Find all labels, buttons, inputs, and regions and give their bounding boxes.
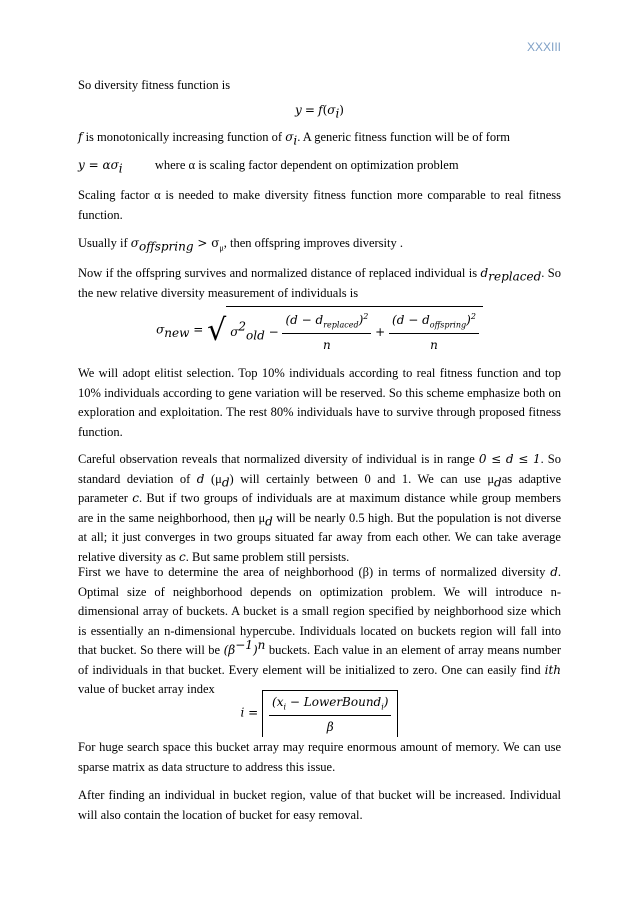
eq4-fraction (269, 693, 391, 737)
paragraph-intro: So diversity fitness function is (78, 78, 231, 92)
eq3-fraction-replaced (282, 311, 371, 355)
paragraph-offspring-survives (78, 264, 561, 303)
eq3-sigma-old: σ (230, 324, 239, 339)
eq4-num-mid: − LowerBound (286, 695, 382, 709)
p8-beta: (β (223, 643, 236, 657)
eq1-y: y (295, 103, 302, 117)
p7-sub-d3: d (265, 514, 273, 528)
equation-generic-fitness (78, 156, 561, 176)
paragraph-sparse-matrix: For huge search space this bucket array may require enormous amount of memory. We can use sparse matrix as data structure to address this issue. (78, 740, 561, 774)
p2-sub-i: i (293, 133, 298, 148)
eq4-equals: = (244, 705, 263, 720)
eq4-lhs: i (240, 705, 245, 720)
eq1-rparen: ) (339, 103, 344, 117)
eq4-den: β (326, 719, 334, 734)
p2-text2: . A generic fitness function will be of form (297, 130, 511, 144)
sqrt-sign-icon: √ (207, 312, 227, 348)
page-number: XXXIII (526, 40, 561, 54)
paragraph-neighborhood (78, 563, 561, 700)
p5-sub-replaced: replaced (488, 269, 542, 284)
eq1-sigma: σ (327, 103, 336, 117)
p8-beta-close: ) (252, 643, 258, 657)
p4-text1: Usually if (78, 236, 131, 250)
p7-text3: (μ (204, 471, 222, 486)
eq4-num-sub2: i (381, 702, 384, 712)
eq3-num1-sq: 2 (363, 312, 369, 321)
p2-text1: is monotonically increasing function of (82, 130, 286, 144)
eq3-num2-end: ) (466, 313, 471, 327)
p8-n-sup: n (257, 637, 266, 652)
p5-text1: Now if the offspring survives and normalized distance of replaced individual is (78, 266, 481, 280)
eq3-num1-sub: replaced (323, 320, 359, 330)
p4-sub-offspring: offspring (138, 239, 194, 254)
eq3-lhs-sub: new (164, 325, 190, 340)
paragraph-elitist-selection: We will adopt elitist selection. Top 10% individuals according to real fitness function and top 10% individuals according to gene variation will be reserved. So this scheme emphasize both on exploration and exploitation. The rest 80% individuals have to survive through proposed fitness function. (78, 366, 561, 439)
p8-beta-sup: −1 (235, 637, 253, 652)
eq1-lparen: ( (322, 103, 328, 117)
p7-text4: ) will certainly between 0 and 1. We can use μ (229, 471, 495, 486)
paragraph-usually (78, 234, 561, 254)
eq2-lhs: y = ασ (78, 158, 119, 172)
eq3-num2-sq: 2 (470, 312, 476, 321)
eq1-sub-i: i (335, 106, 340, 121)
eq3-sup-2: 2 (238, 319, 247, 334)
p7-text7: will be nearly 0.5 high. But the population is not diverse at all; it just converges in two groups situated far away from each other. We can take average relative diversity as (78, 510, 562, 564)
eq3-plus: + (371, 324, 390, 339)
p7-text6: . But if two groups of individuals are at maximum distance while group members are in the same neighborhood, then μ (78, 491, 561, 525)
eq4-num-sub: i (283, 702, 287, 712)
p5-d: d (480, 266, 489, 280)
eq1-equals: = (304, 103, 315, 117)
paragraph-monotonic (78, 128, 561, 148)
p7-d: d (196, 471, 205, 486)
p2-f: f (78, 130, 83, 144)
eq3-num2-sub: offspring (429, 320, 467, 330)
eq3-lhs: σ (156, 322, 165, 337)
p8-text1: First we have to determine the area of neighborhood (β) in terms of normalized diversity (78, 565, 551, 579)
p8-text2: . Optimal size of neighborhood depends on optimization problem. We will introduce n-dimensional array of buckets. A bucket is a small region specified by neighborhood size which is essentially an n-dimensional hypercube. Individuals located on buckets region will fall into that bucket. So there will be (78, 565, 561, 657)
eq2-sub-i: i (118, 161, 123, 176)
p4-sigma: σ (130, 236, 139, 250)
eq3-num1-end: ) (358, 313, 364, 327)
eq3-num1: (d − d (285, 313, 324, 327)
eq4-num-end: ) (383, 695, 389, 709)
eq4-ceiling-brackets (262, 690, 398, 737)
paragraph-bucket-location: After finding an individual in bucket region, value of that bucket will be increased. Individual will also contain the location of bucket for easy removal. (78, 788, 561, 822)
p7-text2: . So standard deviation of (78, 452, 561, 486)
equation-diversity-function (78, 101, 561, 121)
p4-text2: , then offspring improves diversity . (223, 236, 403, 250)
p7-c: c (132, 491, 139, 505)
p7-text5: as adaptive parameter (78, 471, 561, 505)
p4-sub-mu: μ (219, 243, 224, 253)
eq4-num: (x (272, 695, 284, 709)
p7-c2: c (179, 549, 186, 564)
eq3-radicand (226, 306, 483, 355)
p7-range: 0 ≤ d ≤ 1 (478, 452, 541, 466)
eq3-fraction-offspring (389, 311, 479, 355)
eq3-sqrt (207, 306, 483, 355)
eq3-equals: = (189, 322, 208, 337)
eq3-num2: (d − d (392, 313, 430, 327)
p8-text4: value of bucket array index (78, 682, 215, 696)
p2-sigma: σ (285, 130, 294, 144)
p7-text1: Careful observation reveals that normalized diversity of individual is in range (78, 452, 479, 466)
p4-gt: > σ (193, 236, 220, 250)
p8-d: d (550, 565, 558, 579)
p5-text2: . So the new relative diversity measurement of individuals is (78, 266, 562, 300)
eq3-minus: − (264, 324, 283, 339)
eq3-den2: n (430, 337, 438, 352)
eq3-sub-old: old (246, 328, 265, 343)
p8-text3: buckets. Each value in an element of array means number of individuals in that bucket. Every element will be initialized to zero. One can easily find (78, 643, 561, 677)
eq3-den1: n (323, 337, 331, 352)
eq1-f: f (318, 103, 323, 117)
equation-bucket-index (78, 690, 561, 737)
p7-sub-d1: d (221, 475, 230, 489)
equation-new-diversity (78, 306, 561, 355)
p8-ith: ith (544, 662, 561, 677)
p7-text8: . But same problem still persists. (185, 549, 350, 564)
paragraph-careful-observation (78, 450, 561, 567)
p7-sub-d2: d (494, 475, 502, 489)
paragraph-scaling-factor: Scaling factor α is needed to make diversity fitness function more comparable to real fitness function. (78, 188, 561, 222)
eq2-description: where α is scaling factor dependent on optimization problem (154, 158, 459, 172)
